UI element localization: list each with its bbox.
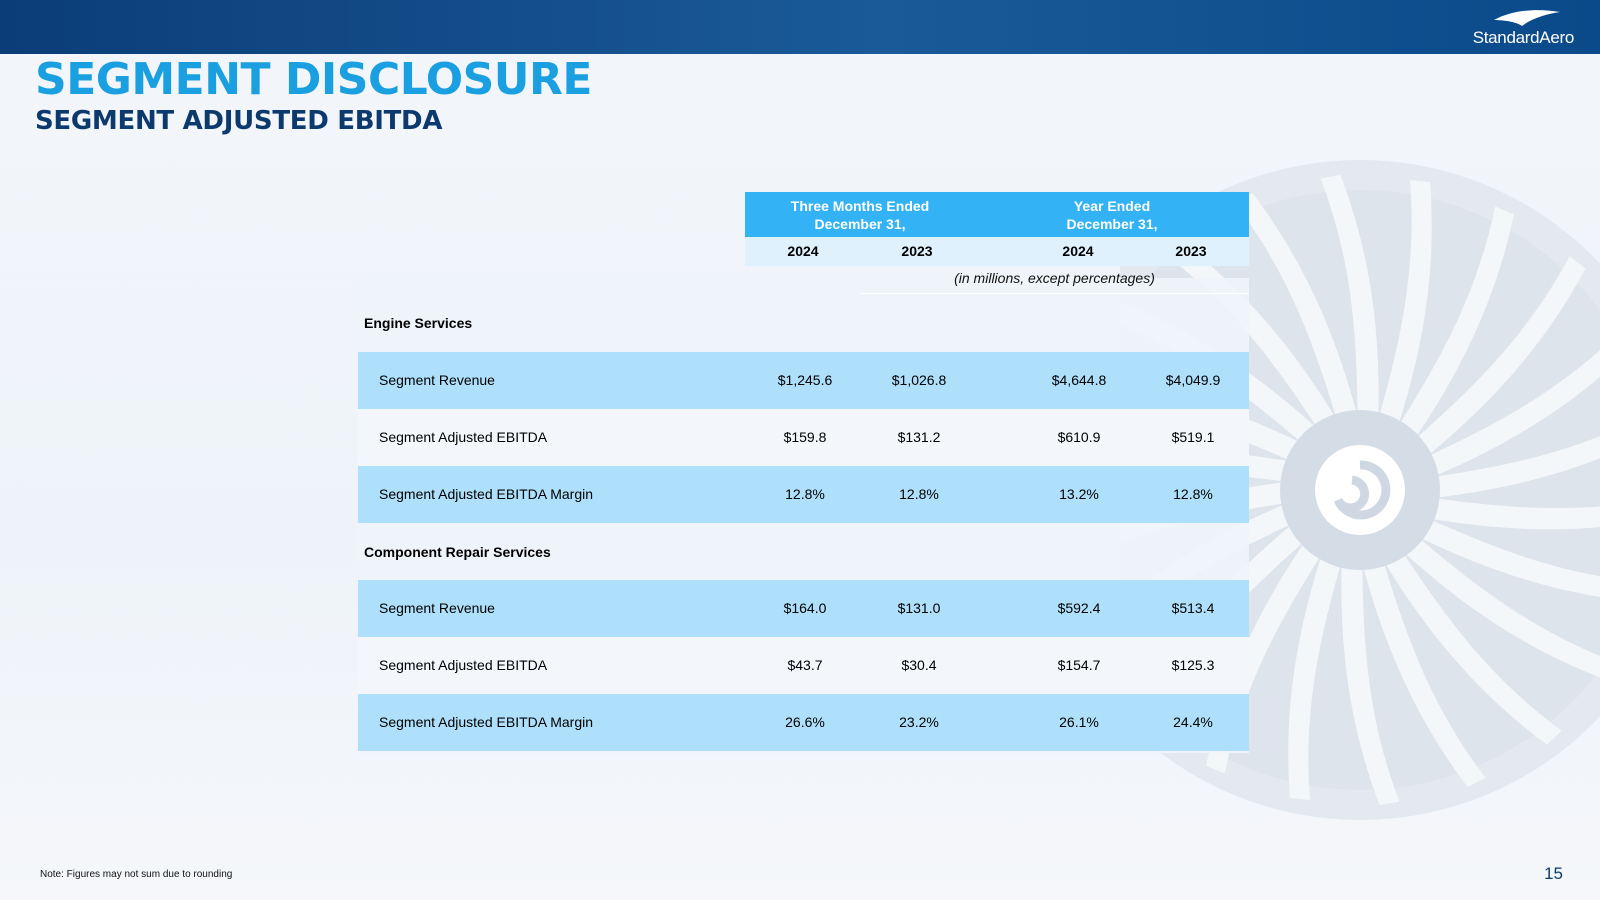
- page-title: SEGMENT DISCLOSURE: [35, 54, 592, 105]
- cell-value: $164.0: [783, 600, 827, 616]
- table-row: [358, 352, 1249, 409]
- year-header-col-2: 2023: [901, 243, 933, 259]
- cell-value: $125.3: [1171, 657, 1215, 673]
- cell-value: $4,644.8: [1051, 372, 1107, 388]
- footnote: Note: Figures may not sum due to rounding: [40, 869, 233, 880]
- table-row: [358, 637, 1249, 694]
- row-label: Segment Adjusted EBITDA Margin: [379, 486, 593, 502]
- row-label: Segment Adjusted EBITDA: [379, 657, 548, 673]
- cell-value: $592.4: [1057, 600, 1101, 616]
- header-three-months-line2: December 31,: [814, 216, 906, 232]
- brand-name: StandardAero: [1472, 28, 1574, 47]
- section-title-engine-services: Engine Services: [364, 315, 473, 331]
- year-header-col-1: 2024: [787, 243, 819, 259]
- cell-value: 23.2%: [899, 714, 939, 730]
- cell-value: $30.4: [901, 657, 937, 673]
- row-label: Segment Revenue: [379, 600, 495, 616]
- year-header-col-3: 2024: [1062, 243, 1094, 259]
- cell-value: $131.2: [897, 429, 941, 445]
- cell-value: $610.9: [1057, 429, 1101, 445]
- units-note: (in millions, except percentages): [954, 270, 1155, 286]
- top-banner: [0, 0, 1600, 54]
- table-row: [358, 580, 1249, 637]
- table-row: [358, 466, 1249, 523]
- cell-value: 12.8%: [1173, 486, 1213, 502]
- cell-value: 12.8%: [785, 486, 825, 502]
- header-three-months: [745, 192, 975, 237]
- cell-value: $513.4: [1171, 600, 1215, 616]
- row-label: Segment Revenue: [379, 372, 495, 388]
- cell-value: $43.7: [787, 657, 823, 673]
- brand-logo: [1454, 8, 1574, 48]
- logo-swoosh-icon: [1492, 8, 1562, 28]
- table-row: [358, 409, 1249, 466]
- header-year-ended-line1: Year Ended: [1073, 198, 1151, 214]
- cell-value: 12.8%: [899, 486, 939, 502]
- cell-value: $159.8: [783, 429, 827, 445]
- cell-value: 13.2%: [1059, 486, 1099, 502]
- cell-value: $154.7: [1057, 657, 1101, 673]
- cell-value: 26.6%: [785, 714, 825, 730]
- header-year-ended: [975, 192, 1249, 237]
- page-number: 15: [1544, 864, 1563, 883]
- units-divider: [860, 293, 1249, 294]
- cell-value: $1,245.6: [777, 372, 833, 388]
- section-title-component-repair: Component Repair Services: [364, 544, 551, 560]
- row-label: Segment Adjusted EBITDA: [379, 429, 548, 445]
- cell-value: 24.4%: [1173, 714, 1213, 730]
- cell-value: $131.0: [897, 600, 941, 616]
- header-year-ended-line2: December 31,: [1066, 216, 1158, 232]
- header-three-months-line1: Three Months Ended: [790, 198, 930, 214]
- year-header-col-4: 2023: [1175, 243, 1207, 259]
- cell-value: 26.1%: [1059, 714, 1099, 730]
- table-row: [358, 694, 1249, 751]
- row-label: Segment Adjusted EBITDA Margin: [379, 714, 593, 730]
- page-subtitle: SEGMENT ADJUSTED EBITDA: [35, 106, 443, 136]
- cell-value: $519.1: [1171, 429, 1215, 445]
- cell-value: $1,026.8: [891, 372, 947, 388]
- cell-value: $4,049.9: [1165, 372, 1221, 388]
